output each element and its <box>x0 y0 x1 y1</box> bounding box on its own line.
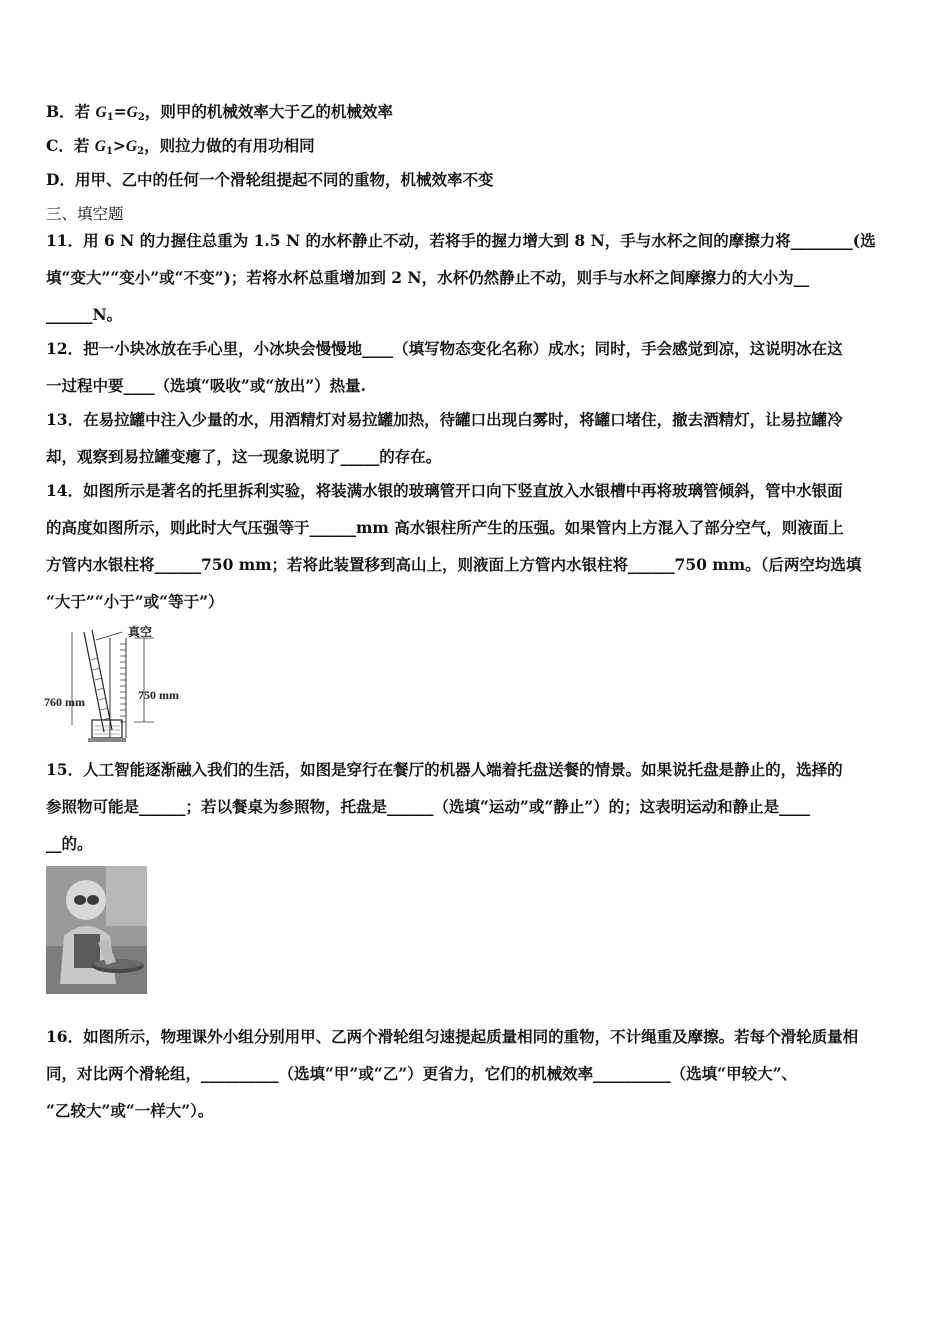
option-b-s2: 2 <box>137 112 145 123</box>
option-c-g1: G <box>94 138 106 155</box>
option-b-rest: ，则甲的机械效率大于乙的机械效率 <box>144 102 393 121</box>
option-d: D．用甲、乙中的任何一个滑轮组提起不同的重物，机械效率不变 <box>46 170 494 189</box>
q15-line2: 参照物可能是______；若以餐桌为参照物，托盘是______（选填“运动”或“静止”）的；这表明运动和静止是____ <box>46 797 811 816</box>
q11-line2: 填“变大”“变小”或“不变”)；若将水杯总重增加到 2 N，水杯仍然静止不动，则手与水杯之间摩擦力的大小为__ <box>46 268 810 287</box>
label-750: 750 mm <box>138 688 179 702</box>
option-c-rest: ，则拉力做的有用功相同 <box>144 136 315 155</box>
option-c-prefix: C．若 <box>46 136 95 155</box>
label-760: 760 mm <box>44 695 85 709</box>
q11-line1: 11．用 6 N 的力握住总重为 1.5 N 的水杯静止不动，若将手的握力增大到 8 N，手与水杯之间的摩擦力将________(选 <box>46 231 876 250</box>
option-b-g1: G <box>95 104 107 121</box>
option-b-prefix: B．若 <box>46 102 96 121</box>
q13-line1: 13．在易拉罐中注入少量的水，用酒精灯对易拉罐加热，待罐口出现白雾时，将罐口堵住，撤去酒精灯，让易拉罐冷 <box>46 410 843 429</box>
q13-line2: 却，观察到易拉罐变瘪了，这一现象说明了_____的存在。 <box>46 447 442 466</box>
torricelli-diagram <box>44 620 194 746</box>
q16-line3: “乙较大”或“一样大”）。 <box>46 1101 214 1120</box>
q12-line2: 一过程中要____（选填“吸收”或“放出”）热量. <box>46 376 367 395</box>
q14-line1: 14．如图所示是著名的托里拆利实验，将装满水银的玻璃管开口向下竖直放入水银槽中再将玻璃管倾斜，管中水银面 <box>46 481 843 500</box>
option-c-s2: 2 <box>137 146 145 157</box>
torricelli-figure <box>44 620 194 746</box>
option-c-g2: G <box>125 138 138 155</box>
q14-line3: 方管内水银柱将______750 mm；若将此装置移到高山上，则液面上方管内水银柱将______750 mm。（后两空均选填 <box>46 555 862 574</box>
q15-line3: __的。 <box>46 834 93 853</box>
q16-line1: 16．如图所示，物理课外小组分别用甲、乙两个滑轮组匀速提起质量相同的重物，不计绳重及摩擦。若每个滑轮质量相 <box>46 1027 859 1046</box>
q15-line1: 15．人工智能逐渐融入我们的生活，如图是穿行在餐厅的机器人端着托盘送餐的情景。如果说托盘是静止的，选择的 <box>46 760 843 779</box>
q11-line3: ______N。 <box>46 305 123 324</box>
q14-line2: 的高度如图所示，则此时大气压强等于______mm 高水银柱所产生的压强。如果管内上方混入了部分空气，则液面上 <box>46 518 844 537</box>
robot-photo <box>46 866 147 994</box>
option-c <box>46 136 315 162</box>
option-b-op: = <box>113 102 127 121</box>
q16-line2: 同，对比两个滑轮组，__________（选填“甲”或“乙”）更省力，它们的机械效率__________（选填“甲较大”、 <box>46 1064 797 1083</box>
option-c-s1: 1 <box>105 146 113 157</box>
option-b-s1: 1 <box>106 112 114 123</box>
robot-image <box>46 866 147 994</box>
option-b <box>46 102 393 128</box>
option-b-g2: G <box>126 104 138 121</box>
option-c-op: > <box>112 136 126 155</box>
section-title: 三、填空题 <box>46 205 124 223</box>
q12-line1: 12．把一小块冰放在手心里，小冰块会慢慢地____（填写物态变化名称）成水；同时，手会感觉到凉，这说明冰在这 <box>46 339 843 358</box>
q14-line4: “大于”“小于”或“等于”） <box>46 592 224 611</box>
vacuum-label: 真空 <box>128 625 153 639</box>
